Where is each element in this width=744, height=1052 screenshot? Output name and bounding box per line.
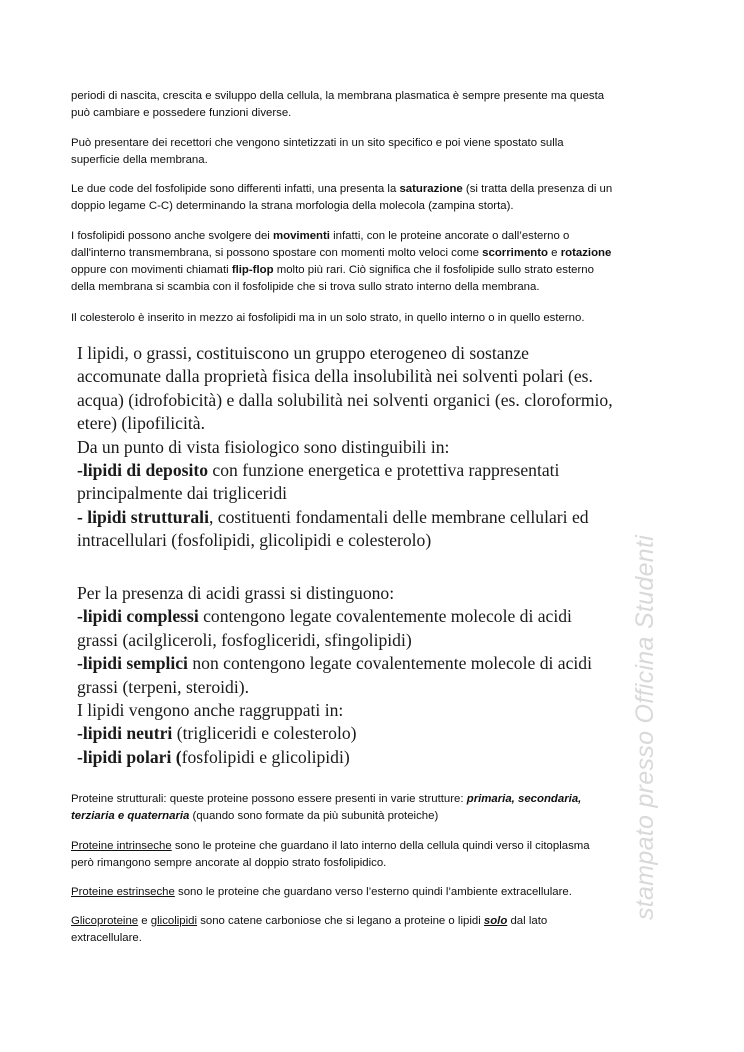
term-movimenti: movimenti <box>273 230 330 242</box>
paragraph-receptors: Può presentare dei recettori che vengono sintetizzati in un sito specifico e poi viene spostato sulla superficie della membrana. <box>71 137 564 166</box>
term-solo: solo <box>483 915 508 927</box>
term-lipidi-semplici: -lipidi semplici <box>77 653 188 674</box>
term-proteine-estrinseche: Proteine estrinseche <box>71 886 175 898</box>
term-saturazione: saturazione <box>399 183 463 195</box>
term-glicolipidi: glicolipidi <box>150 915 198 927</box>
paragraph-glicoproteine: Glicoproteine e glicolipidi sono catene carboniose che si legano a proteine o lipidi solo dal lato extracellulare. <box>71 915 548 944</box>
acidi-grassi-block: Per la presenza di acidi grassi si distinguono: -lipidi complessi contengono legate covalentemente molecole di acidi grassi (acilgliceroli, fosfogliceridi, sfingolipidi) -lipidi semplici non contengono legate covalentemente molecole di acidi grassi (terpeni, steroidi). I lipidi vengono anche raggruppati in: -lipidi neutri (trigliceridi e colesterolo) -lipidi polari (fosfolipidi e glicolipidi) <box>77 583 592 767</box>
term-lipidi-deposito: -lipidi di deposito <box>77 460 209 481</box>
paragraph-movements: I fosfolipidi possono anche svolgere dei movimenti infatti, con le proteine ancorate o dall’esterno o dall'interno transmembrana, si possono spostare con momenti molto veloci come scorrimento e rotazione oppure con movimenti chiamati flip-flop molto più rari. Ciò significa che il fosfolipide sullo strato esterno della membrana si scambia con il fosfolipide che si trova sullo strato interno della membrana. <box>71 230 612 293</box>
watermark: stampato presso Officina Studenti <box>631 534 659 920</box>
paragraph-membrane-intro: periodi di nascita, crescita e sviluppo della cellula, la membrana plasmatica è sempre presente ma questa può cambiare e possedere funzioni diverse. <box>71 90 605 119</box>
paragraph-proteine-strutturali: Proteine strutturali: queste proteine possono essere presenti in varie strutture: primaria, secondaria, terziaria e quaternaria (quando sono formate da più subunità proteiche) <box>71 793 582 822</box>
term-glicoproteine: Glicoproteine <box>71 915 139 927</box>
term-lipidi-polari: -lipidi polari ( <box>77 746 182 767</box>
paragraph-proteine-intrinseche: Proteine intrinseche sono le proteine che guardano il lato interno della cellula quindi verso il citoplasma però rimangono sempre ancorate al doppio strato fosfolipidico. <box>71 840 590 869</box>
term-rotazione: rotazione <box>560 247 612 259</box>
term-lipidi-neutri: -lipidi neutri <box>77 723 173 744</box>
paragraph-proteine-estrinseche: Proteine estrinseche sono le proteine che guardano verso l’esterno quindi l’ambiente extracellulare. <box>71 886 572 898</box>
paragraph-cholesterol: Il colesterolo è inserito in mezzo ai fosfolipidi ma in un solo strato, in quello interno o in quello esterno. <box>71 312 585 324</box>
term-lipidi-complessi: -lipidi complessi <box>77 606 199 627</box>
term-lipidi-strutturali: - lipidi strutturali <box>77 506 209 527</box>
term-scorrimento: scorrimento <box>482 247 549 259</box>
lipidi-definition-block: I lipidi, o grassi, costituiscono un gruppo eterogeneo di sostanze accomunate dalla proprietà fisica della insolubilità nei solventi polari (es. acqua) (idrofobicità) e dalla solubilità nei solventi organici (es. cloroformio, etere) (lipofilicità. Da un punto di vista fisiologico sono distinguibili in: -lipidi di deposito con funzione energetica e protettiva rappresentati principalmente dai trigliceridi - lipidi strutturali, costituenti fondamentali delle membrane cellulari ed intracellulari (fosfolipidi, glicolipidi e colesterolo) <box>77 343 613 551</box>
term-strutture-terziaria-quaternaria: terziaria e quaternaria <box>71 810 190 822</box>
paragraph-saturation: Le due code del fosfolipide sono differenti infatti, una presenta la saturazione (si tratta della presenza di un doppio legame C-C) determinando la strana morfologia della molecola (zampina storta). <box>71 183 613 212</box>
term-proteine-intrinseche: Proteine intrinseche <box>71 840 172 852</box>
term-flip-flop: flip-flop <box>231 264 274 276</box>
term-strutture-primaria-secondaria: primaria, secondaria, <box>466 793 582 805</box>
